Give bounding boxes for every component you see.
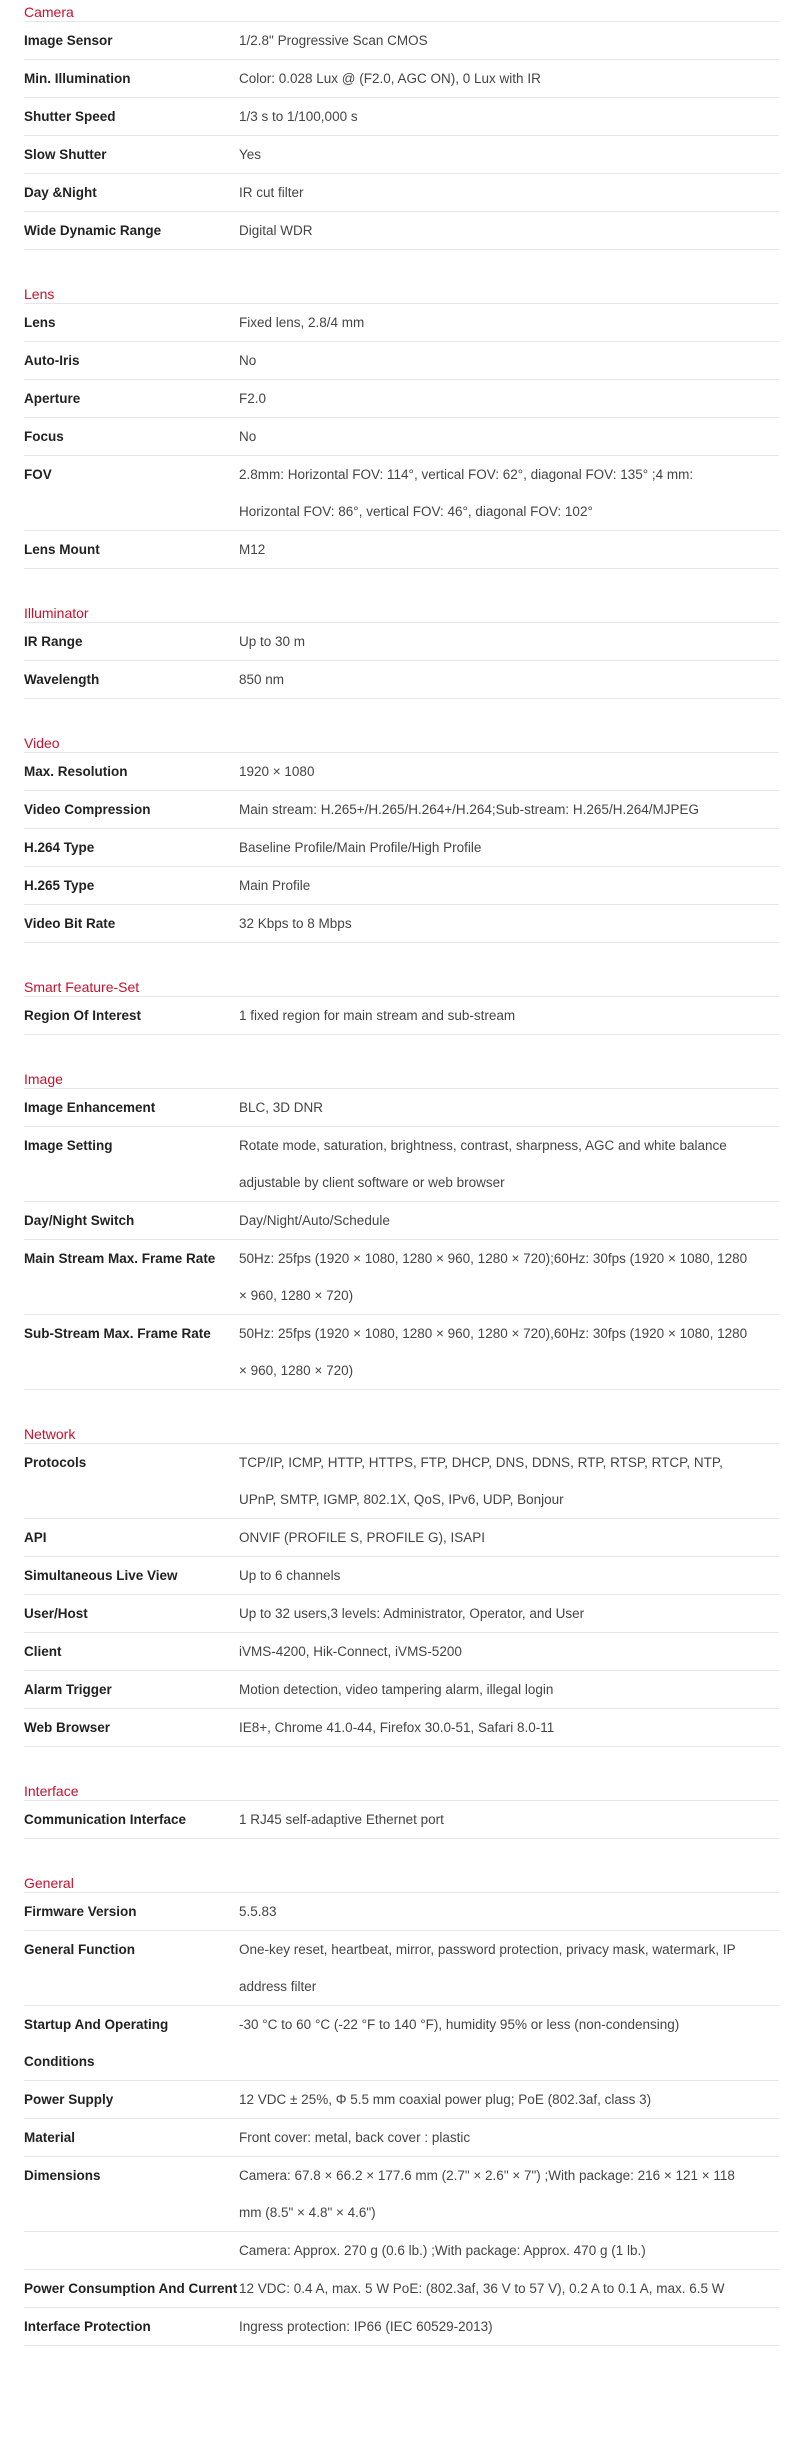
spec-row-auto-iris bbox=[24, 342, 779, 380]
spec-label: Focus bbox=[24, 429, 64, 444]
spec-value: One-key reset, heartbeat, mirror, password protection, privacy mask, watermark, IP address filter bbox=[239, 1942, 736, 1994]
spec-value: 12 VDC ± 25%, Φ 5.5 mm coaxial power plug; PoE (802.3af, class 3) bbox=[239, 2092, 652, 2107]
spec-row-shutter-speed bbox=[24, 98, 779, 136]
spec-row-lens-mount bbox=[24, 531, 779, 569]
spec-value: iVMS-4200, Hik-Connect, iVMS-5200 bbox=[239, 1644, 462, 1659]
spec-value: Baseline Profile/Main Profile/High Profile bbox=[239, 840, 482, 855]
spec-row-sub-stream-max-frame-rate bbox=[24, 1315, 779, 1390]
spec-row-power-supply bbox=[24, 2081, 779, 2119]
spec-row-dimensions bbox=[24, 2157, 779, 2232]
spec-value: 32 Kbps to 8 Mbps bbox=[239, 916, 352, 931]
spec-table bbox=[24, 22, 779, 250]
spec-label: Interface Protection bbox=[24, 2319, 151, 2334]
section-title: Lens bbox=[24, 282, 779, 304]
spec-row-ir-range bbox=[24, 623, 779, 661]
spec-label: Image Sensor bbox=[24, 33, 113, 48]
spec-value: ONVIF (PROFILE S, PROFILE G), ISAPI bbox=[239, 1530, 486, 1545]
spec-row-h-265-type bbox=[24, 867, 779, 905]
spec-row-firmware-version bbox=[24, 1893, 779, 1931]
spec-label: H.265 Type bbox=[24, 878, 95, 893]
spec-sheet bbox=[24, 0, 779, 2346]
spec-row-interface-protection bbox=[24, 2308, 779, 2346]
spec-label: IR Range bbox=[24, 634, 83, 649]
spec-table bbox=[24, 1801, 779, 1839]
spec-value: 5.5.83 bbox=[239, 1904, 277, 1919]
spec-row-region-of-interest bbox=[24, 997, 779, 1035]
spec-row-focus bbox=[24, 418, 779, 456]
spec-label: Day &Night bbox=[24, 185, 97, 200]
spec-label: Max. Resolution bbox=[24, 764, 128, 779]
spec-label: Auto-Iris bbox=[24, 353, 80, 368]
spec-value: 1/3 s to 1/100,000 s bbox=[239, 109, 358, 124]
spec-table bbox=[24, 1444, 779, 1747]
spec-row-day-night bbox=[24, 174, 779, 212]
spec-label: API bbox=[24, 1530, 47, 1545]
spec-label: Alarm Trigger bbox=[24, 1682, 112, 1697]
spec-table bbox=[24, 753, 779, 943]
spec-row-wide-dynamic-range bbox=[24, 212, 779, 250]
spec-label: Wide Dynamic Range bbox=[24, 223, 162, 238]
spec-value: Camera: 67.8 × 66.2 × 177.6 mm (2.7" × 2.6" × 7") ;With package: 216 × 121 × 118 mm (8.5" × 4.8" × 4.6") bbox=[239, 2168, 735, 2220]
section-title: Network bbox=[24, 1422, 779, 1444]
spec-label: Client bbox=[24, 1644, 62, 1659]
spec-label: Power Consumption And Current bbox=[24, 2281, 238, 2296]
spec-section-image bbox=[24, 1067, 779, 1390]
spec-label: Firmware Version bbox=[24, 1904, 137, 1919]
spec-row-simultaneous-live-view bbox=[24, 1557, 779, 1595]
spec-label: User/Host bbox=[24, 1606, 88, 1621]
spec-value: No bbox=[239, 353, 257, 368]
spec-value: IR cut filter bbox=[239, 185, 304, 200]
spec-row-image-enhancement bbox=[24, 1089, 779, 1127]
spec-label: FOV bbox=[24, 467, 52, 482]
spec-row-power-consumption-and-current bbox=[24, 2270, 779, 2308]
spec-value: Main Profile bbox=[239, 878, 311, 893]
spec-row-communication-interface bbox=[24, 1801, 779, 1839]
spec-value: -30 °C to 60 °C (-22 °F to 140 °F), humidity 95% or less (non-condensing) bbox=[239, 2017, 680, 2032]
spec-value: Yes bbox=[239, 147, 262, 162]
spec-row-client bbox=[24, 1633, 779, 1671]
spec-section-video bbox=[24, 731, 779, 943]
section-title: Illuminator bbox=[24, 601, 779, 623]
spec-row-fov bbox=[24, 456, 779, 531]
spec-table bbox=[24, 623, 779, 699]
spec-label: Lens bbox=[24, 315, 56, 330]
spec-label bbox=[24, 2232, 239, 2270]
spec-row-continued bbox=[24, 2232, 779, 2270]
spec-value: 1/2.8" Progressive Scan CMOS bbox=[239, 33, 428, 48]
spec-value: Motion detection, video tampering alarm, illegal login bbox=[239, 1682, 554, 1697]
spec-value: 2.8mm: Horizontal FOV: 114°, vertical FOV: 62°, diagonal FOV: 135° ;4 mm: Horizontal FOV: 86°, vertical FOV: 46°, diagonal FOV: 102° bbox=[239, 467, 694, 519]
spec-label: Protocols bbox=[24, 1455, 87, 1470]
spec-section-smart-feature-set bbox=[24, 975, 779, 1035]
section-title: Camera bbox=[24, 0, 779, 22]
spec-row-day-night-switch bbox=[24, 1202, 779, 1240]
spec-value: Main stream: H.265+/H.265/H.264+/H.264;Sub-stream: H.265/H.264/MJPEG bbox=[239, 802, 699, 817]
spec-value: Color: 0.028 Lux @ (F2.0, AGC ON), 0 Lux with IR bbox=[239, 71, 541, 86]
spec-label: Day/Night Switch bbox=[24, 1213, 135, 1228]
section-title: Video bbox=[24, 731, 779, 753]
spec-label: Simultaneous Live View bbox=[24, 1568, 178, 1583]
spec-label: H.264 Type bbox=[24, 840, 95, 855]
spec-row-material bbox=[24, 2119, 779, 2157]
spec-section-general bbox=[24, 1871, 779, 2346]
spec-label: Lens Mount bbox=[24, 542, 100, 557]
spec-label: Main Stream Max. Frame Rate bbox=[24, 1251, 216, 1266]
spec-value: Day/Night/Auto/Schedule bbox=[239, 1213, 390, 1228]
spec-row-image-sensor bbox=[24, 22, 779, 60]
spec-label: Min. Illumination bbox=[24, 71, 131, 86]
spec-value: Rotate mode, saturation, brightness, contrast, sharpness, AGC and white balance adjustable by client software or web browser bbox=[239, 1138, 727, 1190]
spec-label: Web Browser bbox=[24, 1720, 111, 1735]
spec-value: Up to 30 m bbox=[239, 634, 306, 649]
spec-row-slow-shutter bbox=[24, 136, 779, 174]
spec-row-video-bit-rate bbox=[24, 905, 779, 943]
spec-value: Ingress protection: IP66 (IEC 60529-2013) bbox=[239, 2319, 493, 2334]
spec-row-aperture bbox=[24, 380, 779, 418]
spec-value: 1 RJ45 self-adaptive Ethernet port bbox=[239, 1812, 444, 1827]
spec-label: Aperture bbox=[24, 391, 81, 406]
spec-section-network bbox=[24, 1422, 779, 1747]
spec-label: Sub-Stream Max. Frame Rate bbox=[24, 1326, 211, 1341]
spec-label: Region Of Interest bbox=[24, 1008, 142, 1023]
spec-label: Dimensions bbox=[24, 2168, 101, 2183]
spec-row-protocols bbox=[24, 1444, 779, 1519]
spec-row-general-function bbox=[24, 1931, 779, 2006]
spec-value: Camera: Approx. 270 g (0.6 lb.) ;With package: Approx. 470 g (1 lb.) bbox=[239, 2243, 646, 2258]
spec-section-illuminator bbox=[24, 601, 779, 699]
spec-label: Communication Interface bbox=[24, 1812, 187, 1827]
spec-table bbox=[24, 1089, 779, 1390]
spec-value: TCP/IP, ICMP, HTTP, HTTPS, FTP, DHCP, DNS, DDNS, RTP, RTSP, RTCP, NTP, UPnP, SMTP, IGMP, 802.1X, QoS, IPv6, UDP, Bonjour bbox=[239, 1455, 723, 1507]
spec-value: BLC, 3D DNR bbox=[239, 1100, 324, 1115]
spec-row-web-browser bbox=[24, 1709, 779, 1747]
spec-label: Shutter Speed bbox=[24, 109, 116, 124]
spec-table bbox=[24, 997, 779, 1035]
spec-table bbox=[24, 1893, 779, 2346]
spec-label: Material bbox=[24, 2130, 76, 2145]
spec-row-h-264-type bbox=[24, 829, 779, 867]
spec-label: Slow Shutter bbox=[24, 147, 107, 162]
spec-label: Video Bit Rate bbox=[24, 916, 116, 931]
spec-section-interface bbox=[24, 1779, 779, 1839]
spec-section-lens bbox=[24, 282, 779, 569]
spec-row-min-illumination bbox=[24, 60, 779, 98]
spec-value: 50Hz: 25fps (1920 × 1080, 1280 × 960, 1280 × 720);60Hz: 30fps (1920 × 1080, 1280 × 960, 1280 × 720) bbox=[239, 1251, 748, 1303]
spec-value: No bbox=[239, 429, 257, 444]
spec-row-lens bbox=[24, 304, 779, 342]
spec-value: 1920 × 1080 bbox=[239, 764, 315, 779]
spec-value: Up to 6 channels bbox=[239, 1568, 341, 1583]
spec-value: Digital WDR bbox=[239, 223, 313, 238]
spec-row-startup-and-operating-conditions bbox=[24, 2006, 779, 2081]
spec-row-max-resolution bbox=[24, 753, 779, 791]
spec-label: Video Compression bbox=[24, 802, 151, 817]
spec-value: Fixed lens, 2.8/4 mm bbox=[239, 315, 365, 330]
spec-row-wavelength bbox=[24, 661, 779, 699]
spec-value: 1 fixed region for main stream and sub-stream bbox=[239, 1008, 516, 1023]
section-title: Smart Feature-Set bbox=[24, 975, 779, 997]
spec-section-camera bbox=[24, 0, 779, 250]
spec-label: Wavelength bbox=[24, 672, 100, 687]
spec-row-alarm-trigger bbox=[24, 1671, 779, 1709]
section-title: Image bbox=[24, 1067, 779, 1089]
spec-label: Image Setting bbox=[24, 1138, 113, 1153]
spec-row-api bbox=[24, 1519, 779, 1557]
section-title: General bbox=[24, 1871, 779, 1893]
spec-value: IE8+, Chrome 41.0-44, Firefox 30.0-51, Safari 8.0-11 bbox=[239, 1720, 555, 1735]
spec-row-user-host bbox=[24, 1595, 779, 1633]
spec-value: 12 VDC: 0.4 A, max. 5 W PoE: (802.3af, 36 V to 57 V), 0.2 A to 0.1 A, max. 6.5 W bbox=[239, 2281, 725, 2296]
spec-label: Startup And Operating Conditions bbox=[24, 2017, 169, 2069]
spec-value: 50Hz: 25fps (1920 × 1080, 1280 × 960, 1280 × 720),60Hz: 30fps (1920 × 1080, 1280 × 960, 1280 × 720) bbox=[239, 1326, 748, 1378]
spec-value: Up to 32 users,3 levels: Administrator, Operator, and User bbox=[239, 1606, 585, 1621]
spec-row-main-stream-max-frame-rate bbox=[24, 1240, 779, 1315]
spec-label: Power Supply bbox=[24, 2092, 114, 2107]
spec-row-video-compression bbox=[24, 791, 779, 829]
spec-value: 850 nm bbox=[239, 672, 285, 687]
spec-value: F2.0 bbox=[239, 391, 267, 406]
spec-value: Front cover: metal, back cover : plastic bbox=[239, 2130, 471, 2145]
spec-label: General Function bbox=[24, 1942, 136, 1957]
spec-table bbox=[24, 304, 779, 569]
spec-value: M12 bbox=[239, 542, 266, 557]
section-title: Interface bbox=[24, 1779, 779, 1801]
spec-label: Image Enhancement bbox=[24, 1100, 156, 1115]
spec-row-image-setting bbox=[24, 1127, 779, 1202]
